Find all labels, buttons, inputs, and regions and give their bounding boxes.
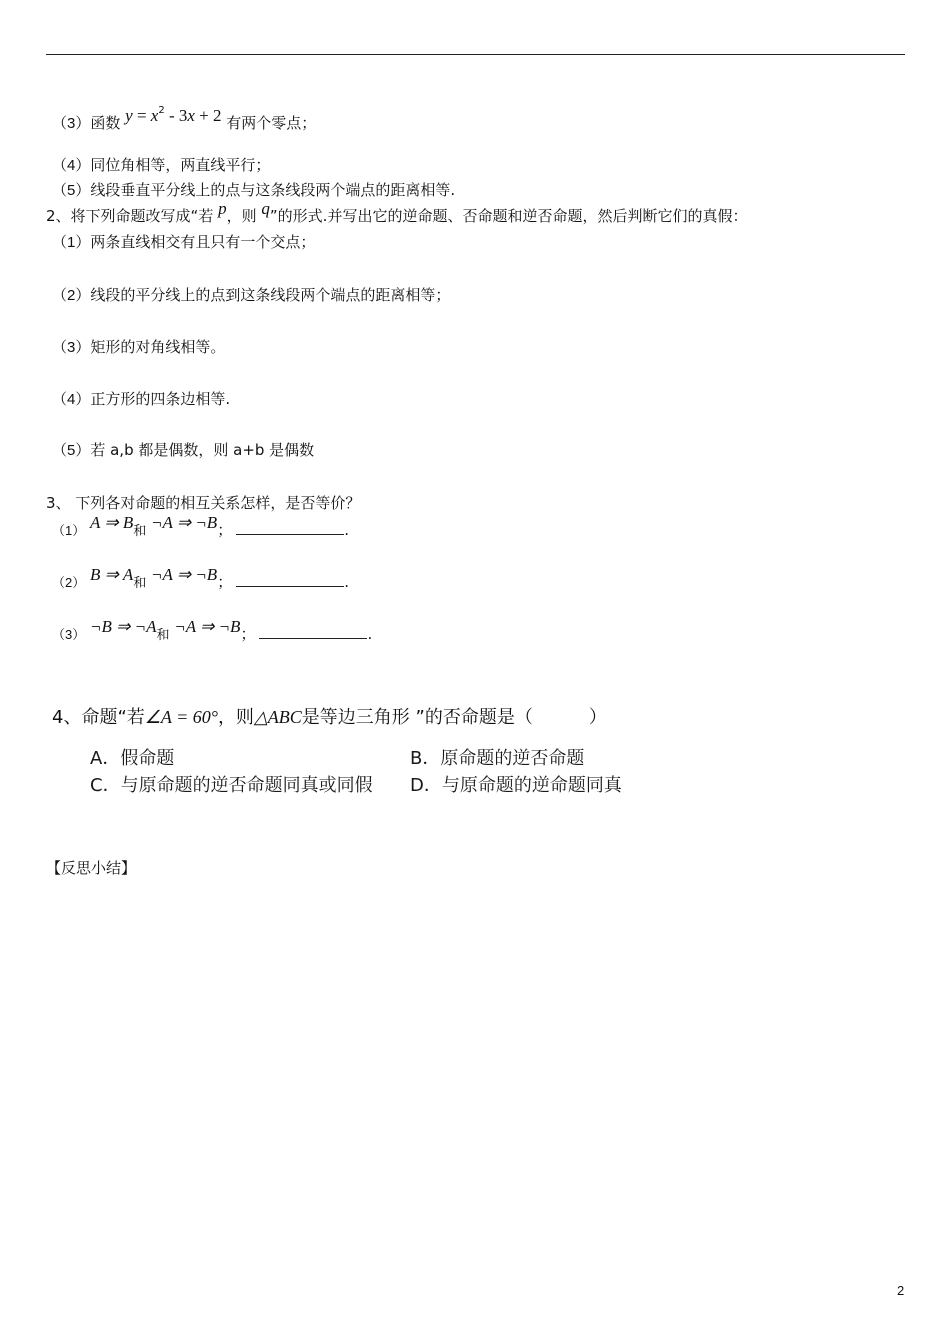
page-number: 2 [897,1283,905,1298]
q4-prompt: 4、命题“若∠A = 60°，则△ABC是等边三角形 ”的否命题是（ ） [52,707,607,728]
q1-item-5: （5）线段垂直平分线上的点与这条线段两个端点的距离相等. [52,181,456,199]
q3-prompt: 3、 下列各对命题的相互关系怎样，是否等价？ [46,494,361,512]
header-rule [46,54,905,55]
summary-heading: 【反思小结】 [46,859,137,877]
answer-blank-2[interactable] [236,572,344,587]
q4-option-c[interactable]: C．与原命题的逆否命题同真或同假 [90,775,373,796]
q2-item-1: （1）两条直线相交有且只有一个交点； [52,233,316,251]
q3-item-1: （1） A ⇒ B和 ¬A ⇒ ¬B； . [52,513,349,539]
function-formula: $y = x^2 - 3x + 2$ [125,105,222,125]
q2-item-3: （3）矩形的对角线相等。 [52,338,226,356]
q4-option-b[interactable]: B．原命题的逆否命题 [410,748,585,769]
answer-blank-1[interactable] [236,520,344,535]
q4-option-d[interactable]: D．与原命题的逆命题同真 [410,775,622,796]
q2-item-2: （2）线段的平分线上的点到这条线段两个端点的距离相等； [52,286,451,304]
q1-item-4: （4）同位角相等，两直线平行； [52,156,271,174]
q1-item-3: （3）函数 $y = x^2 - 3x + 2$ 有两个零点； [52,105,317,132]
q3-item-3: （3） ¬B ⇒ ¬A和 ¬A ⇒ ¬B； . [52,617,373,643]
q2-item-4: （4）正方形的四条边相等. [52,390,231,408]
answer-blank-3[interactable] [259,624,367,639]
q3-item-2: （2） B ⇒ A和 ¬A ⇒ ¬B； . [52,565,349,591]
q2-prompt: 2、将下列命题改写成“若 p，则 q”的形式.并写出它的逆命题、否命题和逆否命题，然后判断它们的真假： [46,199,748,225]
q2-item-5: （5）若 a,b 都是偶数，则 a+b 是偶数 [52,441,315,459]
q4-option-a[interactable]: A．假命题 [90,748,175,769]
